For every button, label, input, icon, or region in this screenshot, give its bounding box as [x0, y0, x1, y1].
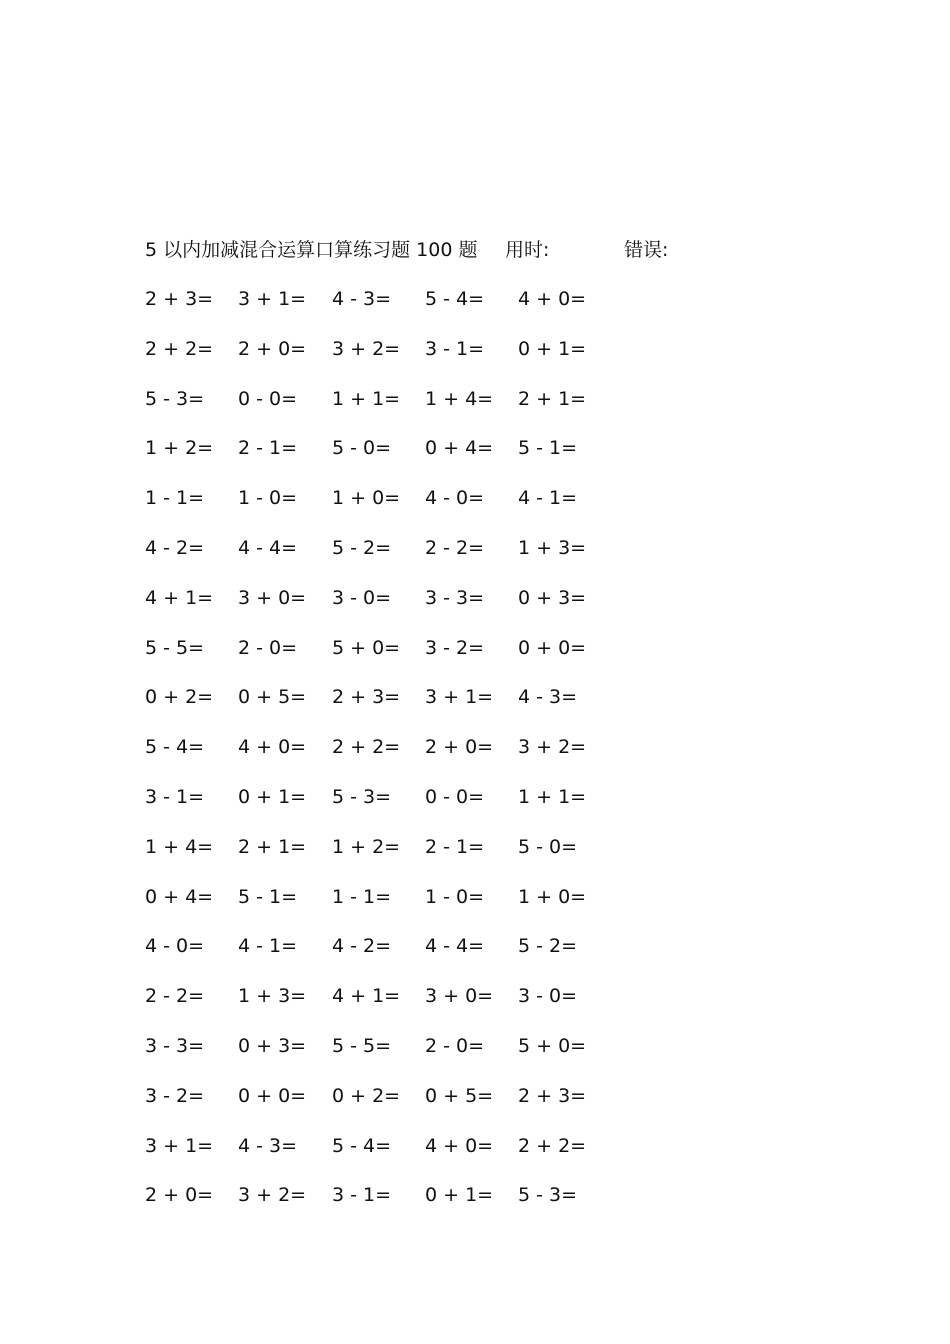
math-problem: 1 + 3=	[518, 536, 587, 559]
math-problem: 5 - 5=	[145, 636, 205, 659]
math-problem: 1 + 0=	[332, 487, 401, 510]
math-problem: 2 - 0=	[238, 636, 298, 659]
math-problem: 3 + 2=	[332, 337, 401, 360]
problem-row	[145, 931, 645, 981]
math-problem: 4 - 3=	[332, 288, 392, 310]
math-problem: 4 + 1=	[332, 985, 401, 1008]
math-problem: 2 - 1=	[238, 437, 298, 460]
math-problem: 1 + 0=	[518, 885, 587, 908]
problem-row	[145, 633, 645, 683]
math-problem: 5 - 3=	[332, 785, 392, 808]
math-problem: 4 - 0=	[425, 487, 485, 510]
problem-row	[145, 1131, 645, 1181]
math-problem: 3 - 0=	[518, 985, 578, 1008]
math-problem: 2 - 1=	[425, 835, 485, 858]
math-problem: 5 - 5=	[332, 1034, 392, 1057]
math-problem: 5 - 4=	[425, 288, 485, 310]
math-problem: 0 + 4=	[425, 437, 494, 460]
math-problem: 5 + 0=	[332, 636, 401, 659]
problem-row	[145, 1180, 645, 1230]
math-problem: 5 - 0=	[518, 835, 578, 858]
math-problem: 4 - 4=	[238, 536, 298, 559]
math-problem: 0 + 3=	[518, 586, 587, 609]
math-problem: 3 - 1=	[425, 337, 485, 360]
math-problem: 5 - 3=	[518, 1184, 578, 1207]
math-problem: 3 + 0=	[238, 586, 307, 609]
math-problem: 0 + 2=	[332, 1084, 401, 1107]
math-problem: 5 - 3=	[145, 387, 205, 410]
math-problem: 3 - 3=	[145, 1034, 205, 1057]
math-problem: 4 - 4=	[425, 935, 485, 958]
math-problem: 3 + 2=	[238, 1184, 307, 1207]
math-problem: 5 - 1=	[238, 885, 298, 908]
math-problem: 1 - 1=	[145, 487, 205, 510]
math-problem: 2 + 3=	[145, 288, 214, 310]
math-problem: 5 - 0=	[332, 437, 392, 460]
math-problem: 0 + 3=	[238, 1034, 307, 1057]
math-problem: 1 + 3=	[238, 985, 307, 1008]
math-problem: 0 + 1=	[425, 1184, 494, 1207]
math-problem: 2 + 0=	[238, 337, 307, 360]
problem-row	[145, 533, 645, 583]
math-problem: 2 + 2=	[518, 1134, 587, 1157]
math-problem: 2 + 2=	[332, 736, 401, 759]
math-problem: 1 + 4=	[425, 387, 494, 410]
math-problem: 2 + 1=	[518, 387, 587, 410]
math-problem: 0 + 1=	[238, 785, 307, 808]
math-problem: 3 - 1=	[332, 1184, 392, 1207]
math-problem: 4 - 3=	[238, 1134, 298, 1157]
math-problem: 2 - 2=	[425, 536, 485, 559]
math-problem: 1 + 1=	[518, 785, 587, 808]
problem-row	[145, 384, 645, 434]
math-problem: 0 - 0=	[238, 387, 298, 410]
problem-row	[145, 732, 645, 782]
math-problem: 4 - 3=	[518, 686, 578, 709]
math-problem: 5 - 4=	[332, 1134, 392, 1157]
math-problem: 5 - 2=	[332, 536, 392, 559]
math-problem: 5 - 2=	[518, 935, 578, 958]
math-problem: 4 + 0=	[238, 736, 307, 759]
problem-row	[145, 682, 645, 732]
worksheet-title: 5 以内加减混合运算口算练习题 100 题	[145, 239, 478, 261]
math-problem: 4 - 2=	[145, 536, 205, 559]
math-problem: 5 - 1=	[518, 437, 578, 460]
problem-row	[145, 583, 645, 633]
math-problem: 1 - 1=	[332, 885, 392, 908]
math-problem: 0 + 0=	[238, 1084, 307, 1107]
problem-row	[145, 433, 645, 483]
problem-row	[145, 483, 645, 533]
problem-row	[145, 1031, 645, 1081]
math-problem: 0 + 5=	[238, 686, 307, 709]
math-problem: 0 - 0=	[425, 785, 485, 808]
math-problem: 5 - 4=	[145, 736, 205, 759]
math-problem: 4 - 0=	[145, 935, 205, 958]
math-problem: 1 + 2=	[145, 437, 214, 460]
problem-row	[145, 1081, 645, 1131]
math-problem: 4 + 0=	[518, 288, 587, 310]
problem-row	[145, 782, 645, 832]
math-problem: 0 + 1=	[518, 337, 587, 360]
math-problem: 2 + 3=	[518, 1084, 587, 1107]
math-problem: 3 + 1=	[145, 1134, 214, 1157]
problem-row	[145, 284, 645, 334]
problem-row	[145, 832, 645, 882]
math-problem: 2 + 1=	[238, 835, 307, 858]
math-problem: 3 - 2=	[145, 1084, 205, 1107]
math-problem: 3 - 1=	[145, 785, 205, 808]
problem-row	[145, 981, 645, 1031]
math-problem: 3 + 2=	[518, 736, 587, 759]
math-problem: 5 + 0=	[518, 1034, 587, 1057]
math-problem: 3 - 3=	[425, 586, 485, 609]
math-problem: 0 + 0=	[518, 636, 587, 659]
math-problem: 3 + 1=	[238, 288, 307, 310]
math-problem: 4 - 1=	[238, 935, 298, 958]
math-problem: 4 + 0=	[425, 1134, 494, 1157]
time-used-label: 用时:	[505, 239, 550, 261]
math-problem: 3 + 1=	[425, 686, 494, 709]
math-problem: 4 - 2=	[332, 935, 392, 958]
math-problem: 1 + 4=	[145, 835, 214, 858]
math-problem: 1 - 0=	[425, 885, 485, 908]
problem-row	[145, 334, 645, 384]
worksheet-header	[145, 236, 845, 264]
math-problem: 0 + 4=	[145, 885, 214, 908]
math-problem: 2 + 0=	[145, 1184, 214, 1207]
math-problem: 2 + 3=	[332, 686, 401, 709]
math-problem: 1 - 0=	[238, 487, 298, 510]
math-problem: 2 + 2=	[145, 337, 214, 360]
errors-label: 错误:	[624, 239, 669, 261]
math-problem: 2 - 0=	[425, 1034, 485, 1057]
math-problem: 3 + 0=	[425, 985, 494, 1008]
math-problem: 4 - 1=	[518, 487, 578, 510]
math-problem: 0 + 5=	[425, 1084, 494, 1107]
math-problem: 0 + 2=	[145, 686, 214, 709]
math-problem: 4 + 1=	[145, 586, 214, 609]
math-problem: 3 - 2=	[425, 636, 485, 659]
math-problem: 1 + 2=	[332, 835, 401, 858]
math-problem: 3 - 0=	[332, 586, 392, 609]
math-problem: 2 + 0=	[425, 736, 494, 759]
problem-grid	[145, 284, 645, 1230]
problem-row	[145, 882, 645, 932]
math-problem: 2 - 2=	[145, 985, 205, 1008]
math-problem: 1 + 1=	[332, 387, 401, 410]
